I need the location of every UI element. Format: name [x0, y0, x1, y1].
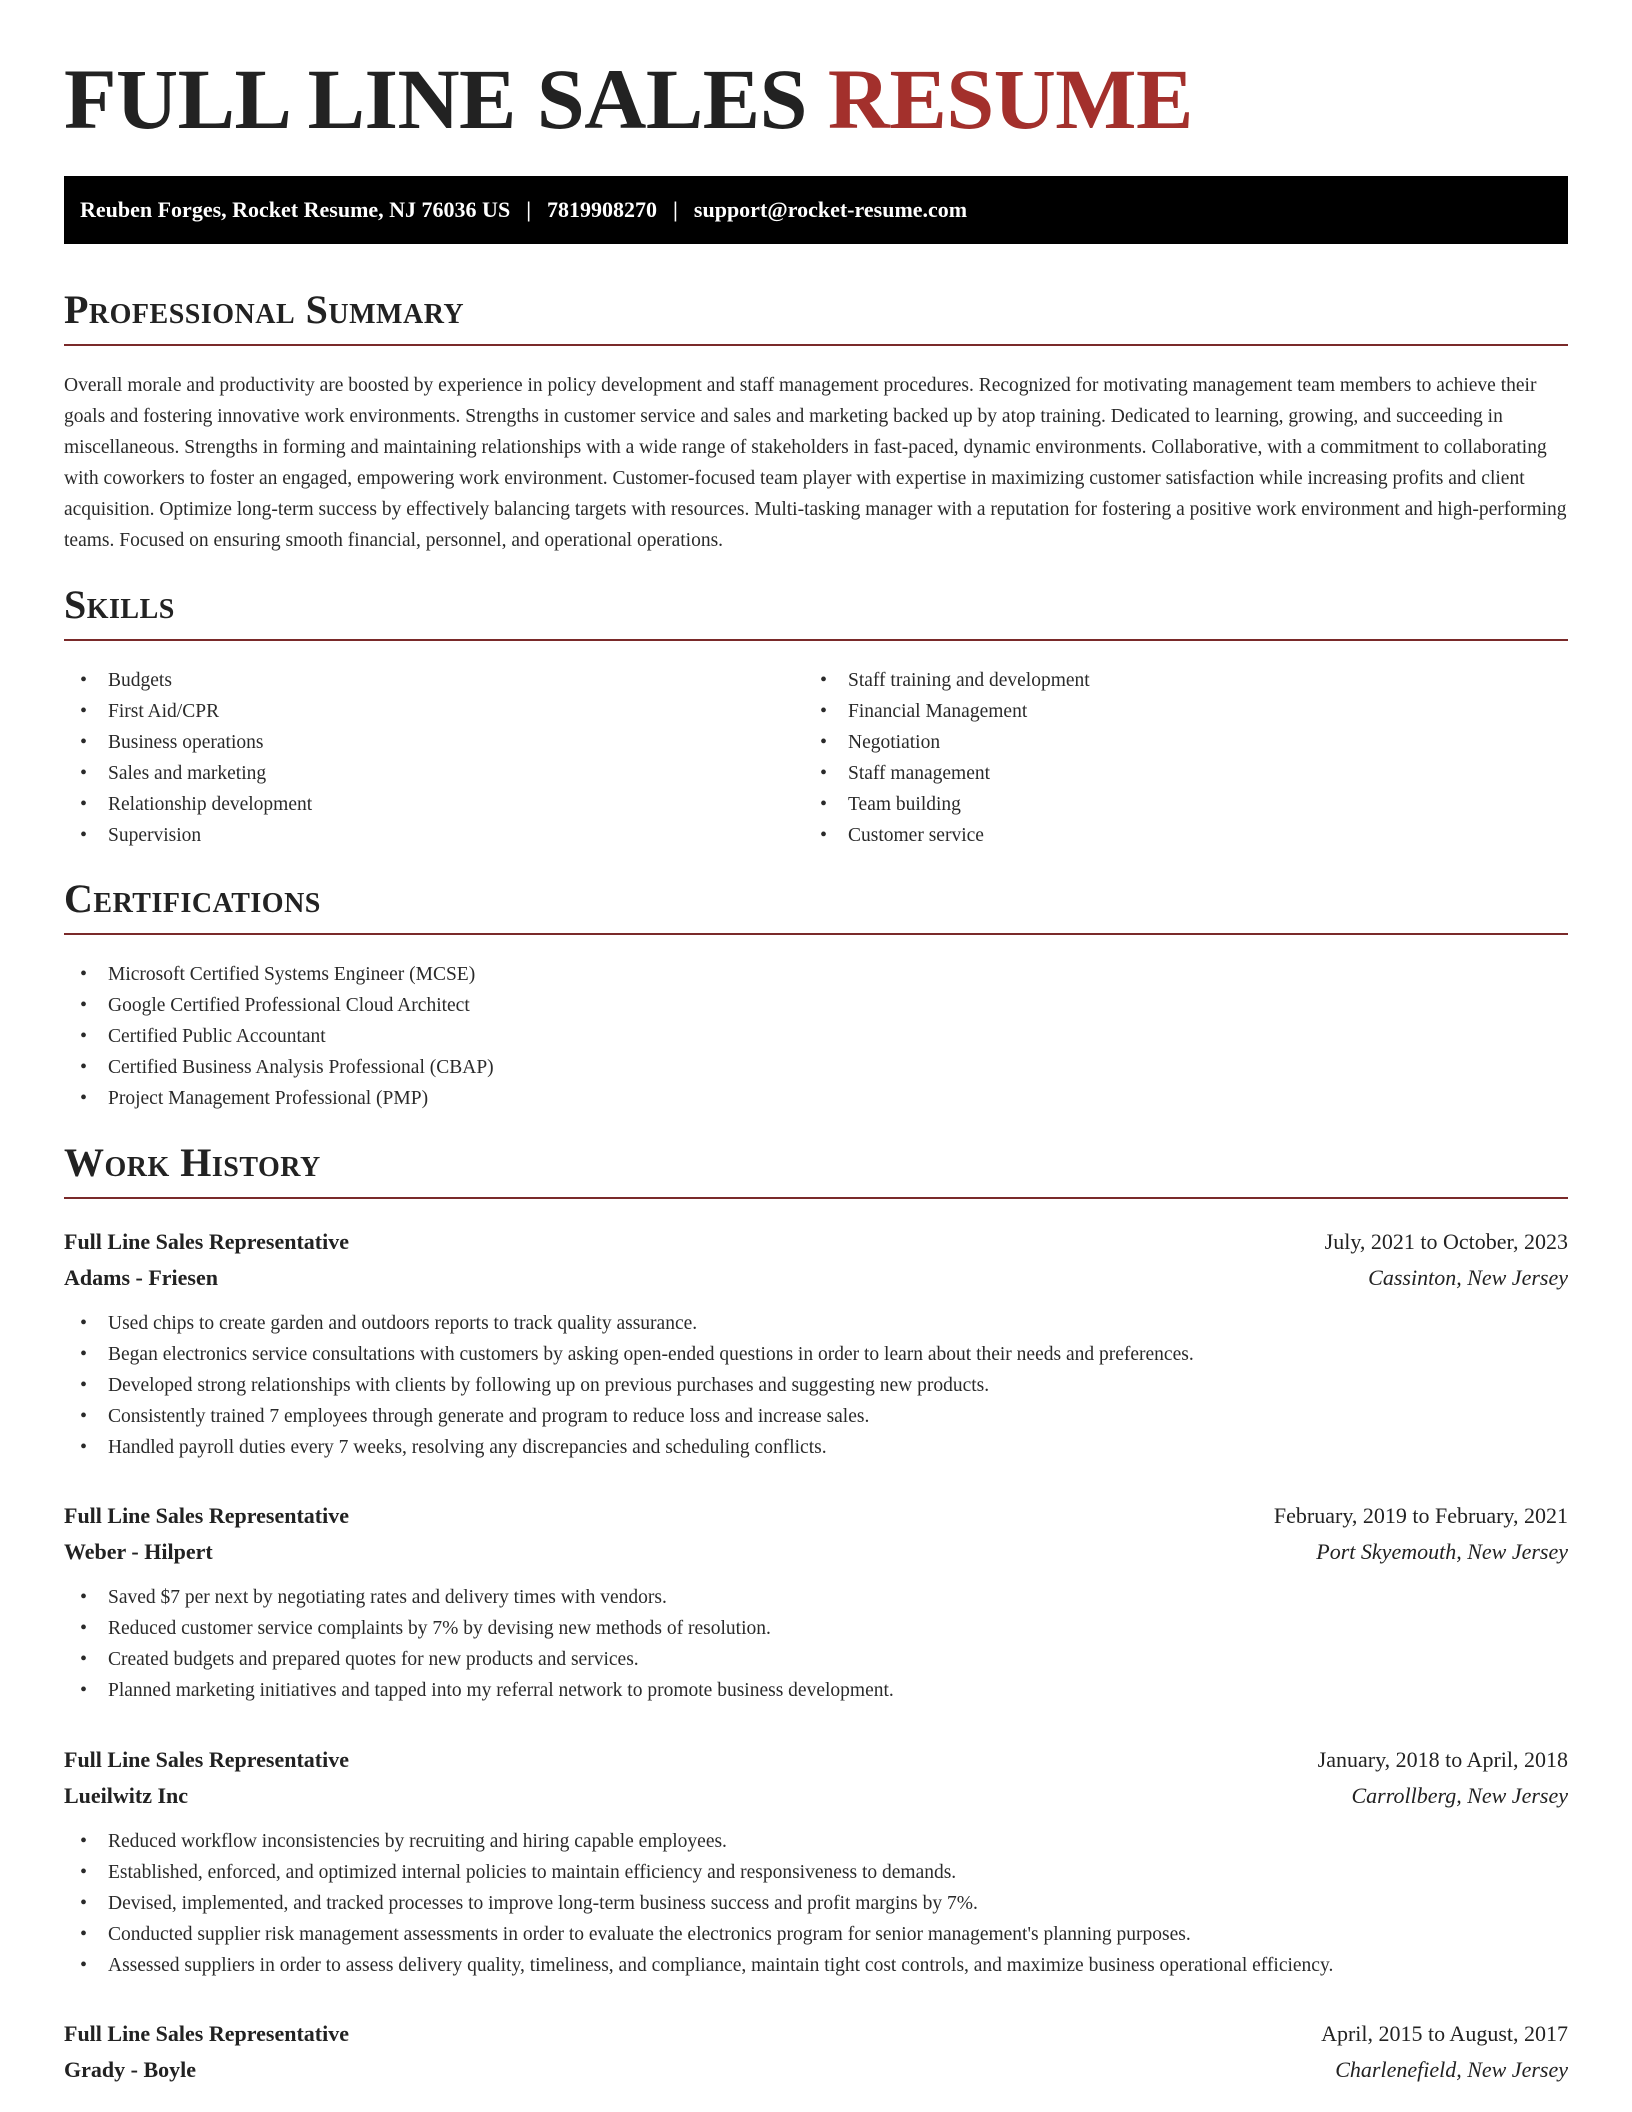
certification-item: • Microsoft Certified Systems Engineer (MCSE)	[64, 959, 1568, 990]
job-bullet: • Began electronics service consultations with customers by asking open-ended questions in order to learn about their needs and preferences.	[64, 1339, 1568, 1370]
skill-item: • Sales and marketing	[64, 758, 804, 789]
contact-separator: |	[673, 197, 678, 222]
certifications-list	[64, 959, 1568, 1114]
contact-bar	[64, 176, 1568, 244]
contact-address: Reuben Forges, Rocket Resume, NJ 76036 US	[80, 197, 511, 222]
contact-email: support@rocket-resume.com	[693, 197, 968, 222]
summary-text: Overall morale and productivity are boosted by experience in policy development and staff management procedures. Recognized for motivating management team members to achieve their goals and fostering innovative work environments. Strengths in customer service and sales and marketing backed up by atop training. Dedicated to learning, growing, and succeeding in miscellaneous. Strengths in forming and maintaining relationships with a wide range of stakeholders in fast-paced, dynamic environments. Collaborative, with a commitment to collaborating with coworkers to foster an engaged, empowering work environment. Customer-focused team player with expertise in maximizing customer satisfaction while increasing profits and client acquisition. Optimize long-term success by effectively balancing targets with resources. Multi-tasking manager with a reputation for fostering a positive work environment and high-performing teams. Focused on ensuring smooth financial, personnel, and operational operations.	[64, 375, 1567, 551]
work-history-heading: Work History	[64, 1143, 1568, 1199]
skill-item: • Business operations	[64, 727, 804, 758]
skill-item: • Negotiation	[804, 727, 1544, 758]
job-bullet: • Used chips to create garden and outdoors reports to track quality assurance.	[64, 1308, 1568, 1339]
job-dates: January, 2018 to April, 2018	[1317, 1747, 1568, 1772]
skill-item: • Staff management	[804, 758, 1544, 789]
certification-item: • Google Certified Professional Cloud Architect	[64, 990, 1568, 1021]
job-company: Grady - Boyle	[64, 2057, 196, 2082]
job-bullet: • Conducted supplier risk management assessments in order to evaluate the electronics program for senior management's planning purposes.	[64, 1919, 1568, 1950]
skills-heading: Skills	[64, 585, 1568, 641]
job-bullet: • Devised, implemented, and tracked processes to improve long-term business success and profit margins by 7%.	[64, 1888, 1568, 1919]
resume-title	[64, 51, 1193, 147]
job-bullet: • Created budgets and prepared quotes for new products and services.	[64, 1644, 1568, 1675]
job-bullets	[64, 1826, 1568, 1981]
skill-item: • First Aid/CPR	[64, 696, 804, 727]
title-main: FULL LINE SALES	[64, 51, 807, 147]
job-dates: April, 2015 to August, 2017	[1321, 2021, 1568, 2046]
job-location: Charlenefield, New Jersey	[1335, 2057, 1568, 2082]
skills-list-right	[804, 665, 1544, 851]
job-entry	[64, 1742, 1568, 1981]
summary-heading: Professional Summary	[64, 290, 1568, 346]
job-entry	[64, 2016, 1568, 2088]
job-location: Cassinton, New Jersey	[1368, 1265, 1568, 1290]
job-title: Full Line Sales Representative	[64, 2021, 349, 2046]
certifications-heading: Certifications	[64, 879, 1568, 935]
job-bullet: • Assessed suppliers in order to assess delivery quality, timeliness, and compliance, maintain tight cost controls, and maximize business operational efficiency.	[64, 1950, 1568, 1981]
job-company: Adams - Friesen	[64, 1265, 218, 1290]
job-bullet: • Established, enforced, and optimized internal policies to maintain efficiency and responsiveness to demands.	[64, 1857, 1568, 1888]
job-title: Full Line Sales Representative	[64, 1747, 349, 1772]
job-company: Weber - Hilpert	[64, 1539, 213, 1564]
job-bullet: • Consistently trained 7 employees through generate and program to reduce loss and increase sales.	[64, 1401, 1568, 1432]
job-dates: July, 2021 to October, 2023	[1324, 1229, 1568, 1254]
skills-list-left	[64, 665, 804, 851]
title-accent: RESUME	[827, 51, 1193, 147]
job-bullets	[64, 1308, 1568, 1463]
contact-phone: 7819908270	[547, 197, 658, 222]
job-bullet: • Reduced customer service complaints by 7% by devising new methods of resolution.	[64, 1613, 1568, 1644]
job-bullet: • Saved $7 per next by negotiating rates and delivery times with vendors.	[64, 1582, 1568, 1613]
job-entry	[64, 1224, 1568, 1463]
skill-item: • Supervision	[64, 820, 804, 851]
skill-item: • Financial Management	[804, 696, 1544, 727]
job-bullet: • Handled payroll duties every 7 weeks, resolving any discrepancies and scheduling conflicts.	[64, 1432, 1568, 1463]
job-bullet: • Reduced workflow inconsistencies by recruiting and hiring capable employees.	[64, 1826, 1568, 1857]
job-title: Full Line Sales Representative	[64, 1229, 349, 1254]
contact-separator: |	[526, 197, 532, 222]
job-dates: February, 2019 to February, 2021	[1273, 1503, 1568, 1528]
job-bullets	[64, 1582, 1568, 1706]
job-location: Carrollberg, New Jersey	[1351, 1783, 1568, 1808]
job-company: Lueilwitz Inc	[64, 1783, 189, 1808]
skill-item: • Budgets	[64, 665, 804, 696]
certification-item: • Certified Business Analysis Professional (CBAP)	[64, 1052, 1568, 1083]
job-entry	[64, 1498, 1568, 1706]
skill-item: • Relationship development	[64, 789, 804, 820]
certification-item: • Certified Public Accountant	[64, 1021, 1568, 1052]
job-bullet: • Developed strong relationships with clients by following up on previous purchases and suggesting new products.	[64, 1370, 1568, 1401]
skill-item: • Staff training and development	[804, 665, 1544, 696]
job-bullet: • Planned marketing initiatives and tapped into my referral network to promote business development.	[64, 1675, 1568, 1706]
job-location: Port Skyemouth, New Jersey	[1316, 1539, 1568, 1564]
job-title: Full Line Sales Representative	[64, 1503, 349, 1528]
skill-item: • Team building	[804, 789, 1544, 820]
certification-item: • Project Management Professional (PMP)	[64, 1083, 1568, 1114]
skill-item: • Customer service	[804, 820, 1544, 851]
